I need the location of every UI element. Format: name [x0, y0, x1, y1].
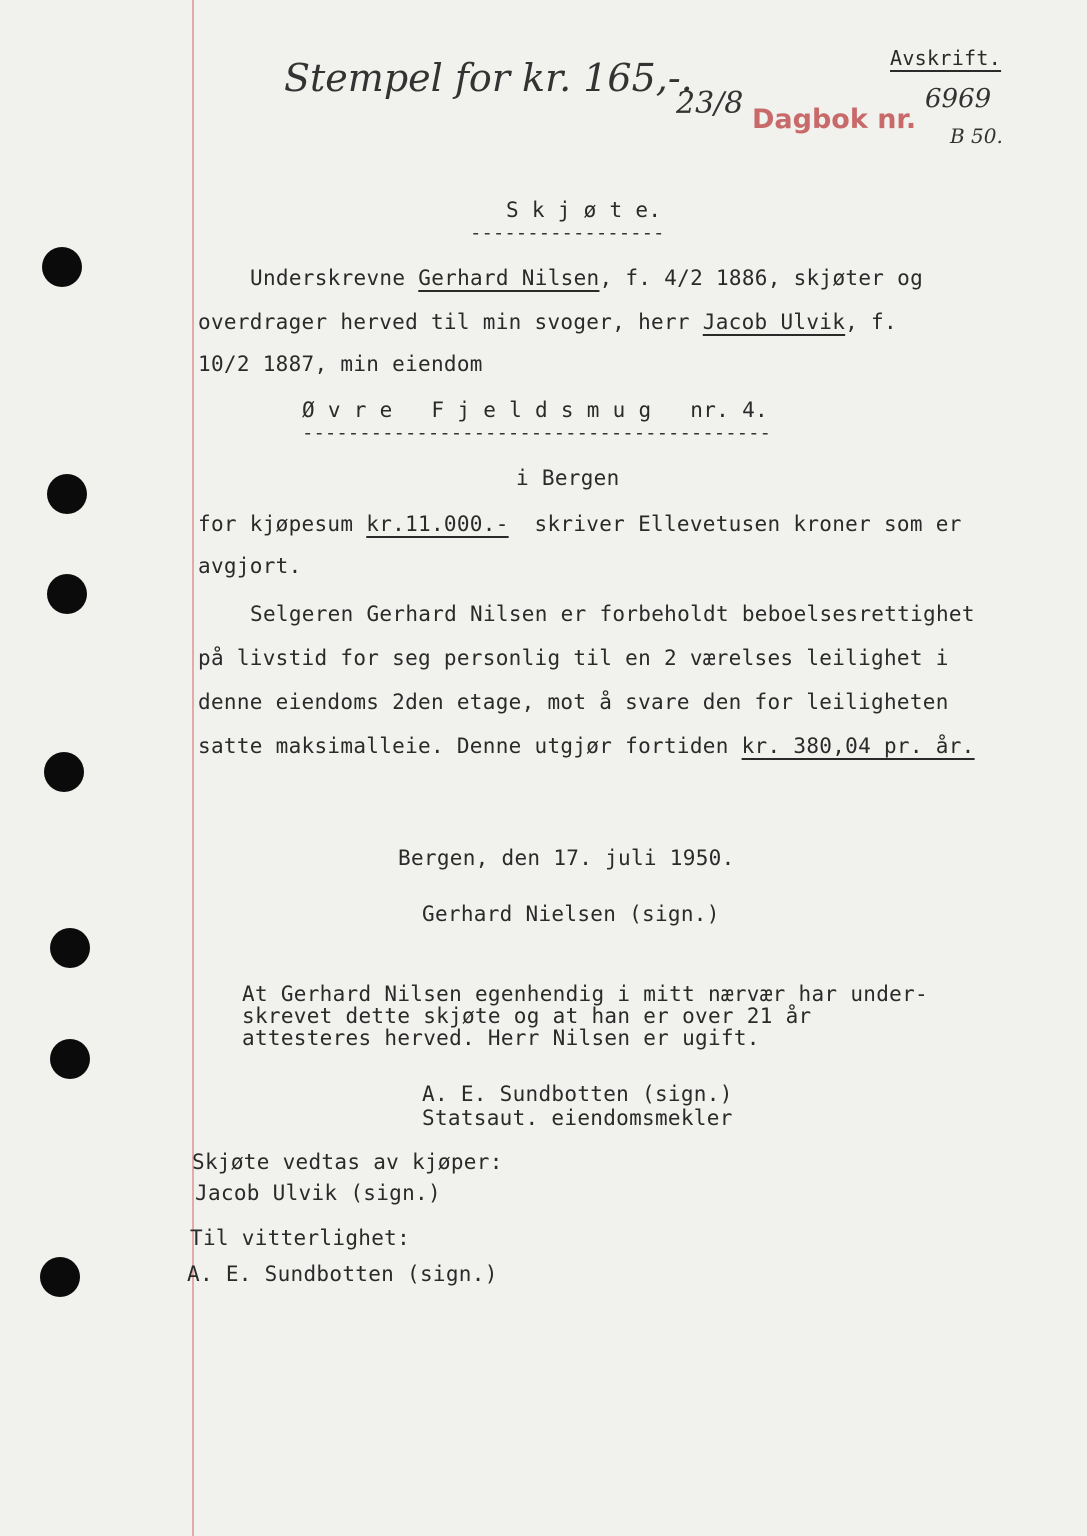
- price-line2: avgjort.: [198, 554, 302, 578]
- seller-name: Gerhard Nilsen: [418, 266, 600, 290]
- para2-line4: satte maksimalleie. Denne utgjør fortiden kr. 380,04 pr. år.: [198, 734, 975, 758]
- rent-amount: kr. 380,04 pr. år.: [741, 734, 975, 758]
- price-line1: for kjøpesum kr.11.000.- skriver Ellevetusen kroner som er: [198, 512, 962, 536]
- seller-signature: Gerhard Nielsen (sign.): [422, 902, 720, 926]
- buyer-name: Jacob Ulvik: [702, 310, 846, 334]
- punch-hole: [44, 752, 84, 792]
- broker-signature: A. E. Sundbotten (sign.): [422, 1082, 733, 1106]
- para1-line3: 10/2 1887, min eiendom: [198, 352, 483, 376]
- dagbok-stamp: Dagbok nr.: [752, 104, 917, 135]
- avskrift-label: Avskrift.: [890, 46, 1002, 70]
- punch-hole: [42, 247, 82, 287]
- property-location: i Bergen: [516, 466, 620, 490]
- dagbok-suffix: B 50.: [950, 124, 1003, 148]
- margin-line: [192, 0, 194, 1536]
- acceptance-label: Skjøte vedtas av kjøper:: [192, 1150, 503, 1174]
- broker-title: Statsaut. eiendomsmekler: [422, 1106, 733, 1130]
- para1-line2: overdrager herved til min svoger, herr Jacob Ulvik, f.: [198, 310, 897, 334]
- document-title: S k j ø t e.: [506, 198, 662, 222]
- attest-line1: At Gerhard Nilsen egenhendig i mitt nærvær har under-: [242, 982, 928, 1006]
- para1-line1: Underskrevne Gerhard Nilsen, f. 4/2 1886, skjøter og: [250, 266, 924, 290]
- para2-line3: denne eiendoms 2den etage, mot å svare den for leiligheten: [198, 690, 949, 714]
- punch-hole: [47, 574, 87, 614]
- stamp-duty-note: Stempel for kr. 165,-.: [284, 56, 693, 100]
- attest-line2: skrevet dette skjøte og at han er over 21 år: [242, 1004, 812, 1028]
- witness-label: Til vitterlighet:: [190, 1226, 411, 1250]
- title-underline: -----------------: [470, 222, 665, 244]
- property-name: Ø v r e F j e l d s m u g nr. 4.: [302, 398, 768, 422]
- property-underline: -----------------------------------------: [302, 422, 771, 444]
- para2-line2: på livstid for seg personlig til en 2 værelses leilighet i: [198, 646, 949, 670]
- punch-hole: [50, 928, 90, 968]
- dagbok-number: 6969: [925, 84, 992, 114]
- place-date: Bergen, den 17. juli 1950.: [398, 846, 735, 870]
- para2-line1: Selgeren Gerhard Nilsen er forbeholdt beboelsesrettighet: [250, 602, 975, 626]
- punch-hole: [47, 474, 87, 514]
- punch-hole: [40, 1257, 80, 1297]
- acceptance-signature: Jacob Ulvik (sign.): [195, 1181, 441, 1205]
- dagbok-date: 23/8: [676, 86, 744, 121]
- purchase-amount: kr.11.000.-: [366, 512, 509, 536]
- punch-hole: [50, 1039, 90, 1079]
- attest-line3: attesteres herved. Herr Nilsen er ugift.: [242, 1026, 760, 1050]
- witness-signature: A. E. Sundbotten (sign.): [187, 1262, 498, 1286]
